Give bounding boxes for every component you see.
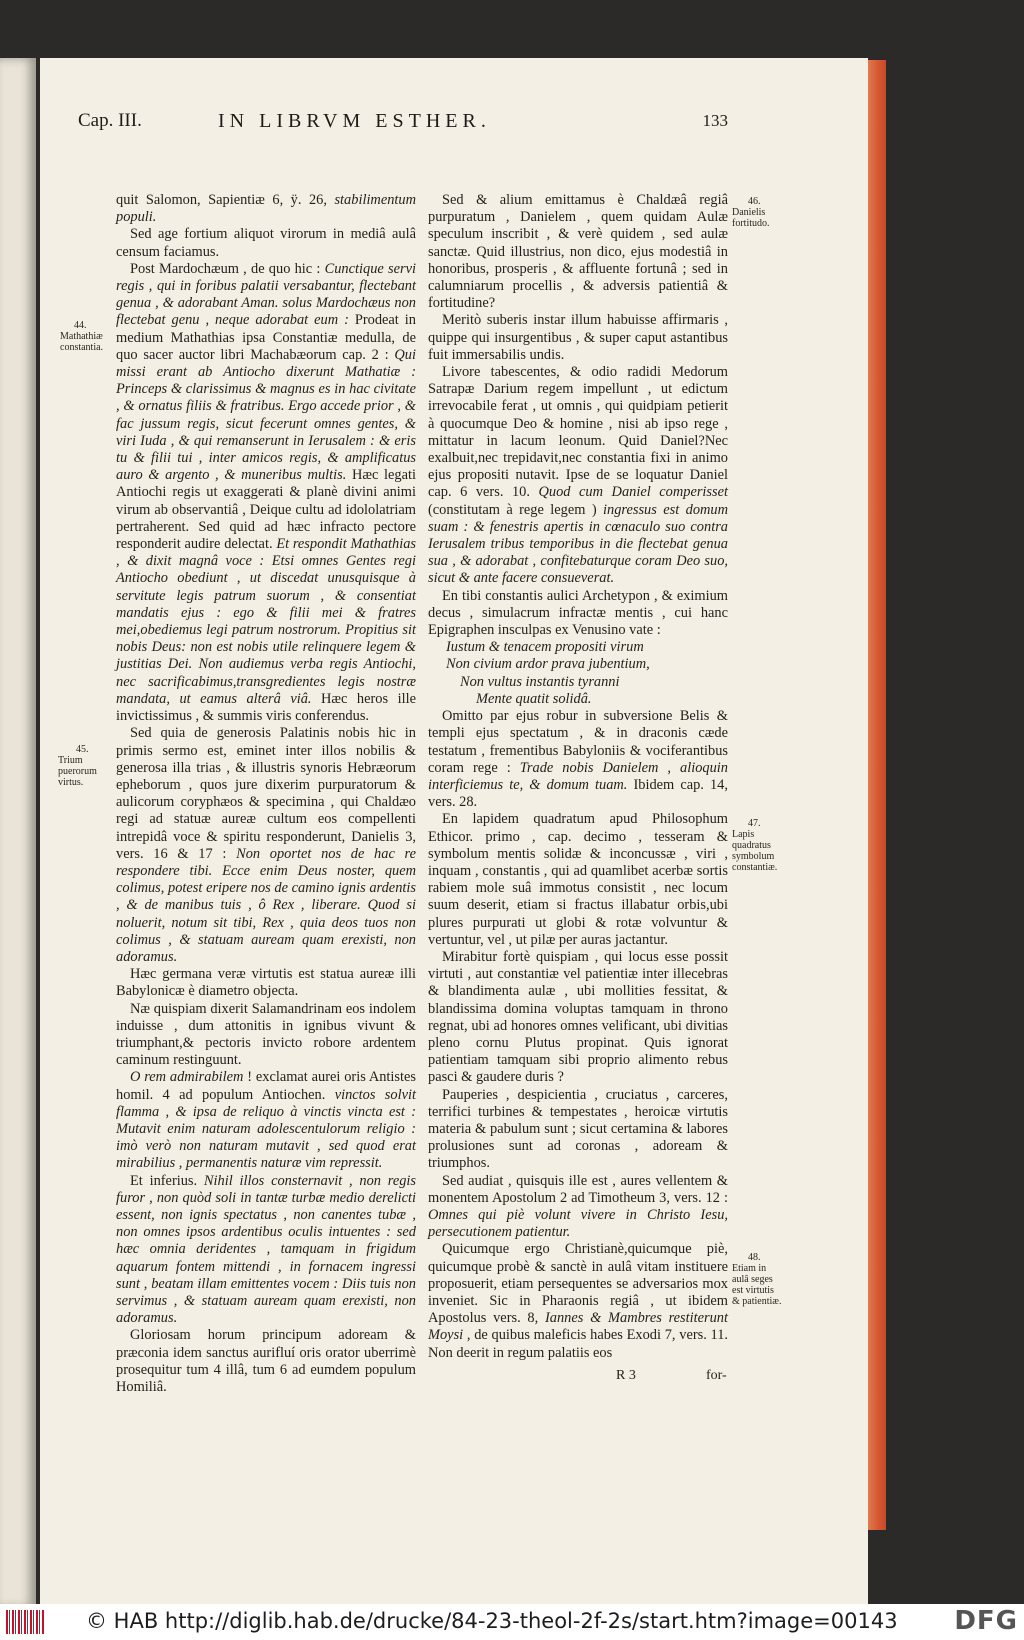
side-note-number: 46. (748, 196, 761, 207)
right-column-text-top (428, 192, 728, 639)
side-note-44 (60, 320, 114, 353)
paragraph: Meritò suberis instar illum habuisse affirmaris , quippe qui insurgentibus , & super caput astantibus fuit immersabilis undis. (428, 312, 728, 363)
side-note-text: Mathathiæ constantia. (60, 331, 104, 353)
running-title: IN LIBRVM ESTHER. (218, 110, 491, 132)
paragraph: En lapidem quadratum apud Philosophum Ethicor. primo , cap. decimo , tesseram & symbolum mentis solidæ & inconcussæ , viri , inquam , constantis , qui ad quamlibet acerbæ sortis rabiem mole suâ immotus consistit , nec locum suum deserit, etiam si fractus illabatur orbis,ubi plures purpurati ut globi & rotæ volvuntur & vertuntur, vel , ut pilæ per auras jactantur. (428, 811, 728, 948)
side-note-text: Danielis fortitudo. (732, 207, 770, 229)
paragraph: Næ quispiam dixerit Salamandrinam eos indolem induisse , dum attonitis in ignibus vivunt & triumphant,& pectoris invicto robore ardentem caminum restinguunt. (116, 1000, 416, 1069)
side-note-number: 45. (76, 744, 89, 755)
paragraph: Livore tabescentes, & odio radidi Medorum Satrapæ Darium regem impellunt , ut edictum irrevocabile ferat , ut omnis , qui quidpiam petierit à quocumque Deo & homine , nisi ab ipso rege , mittatur in lacum leonum. Quid Daniel?Nec exalbuit,nec trepidavit,nec constantia fixi in animo ejus propositi nutavit. Ipse de se loquatur Daniel cap. 6 vers. 10. Quod cum Daniel comperisset (constitutam à rege legem ) ingressus est domum suam : & fenestris apertis in cœnaculo suo contra Ierusalem tribus temporibus in die flectebat genua sua , & adorabat , confitebaturque coram Deo suo, sicut & ante facere consueverat. (428, 364, 729, 587)
verse-line: Non civium ardor prava jubentium, (446, 656, 650, 673)
page-number: 133 (702, 111, 728, 130)
verse-line: Mente quatit solidâ. (476, 690, 592, 707)
paragraph: Sed quia de generosis Palatinis nobis hic in primis sermo est, eminet inter illos nobilis & generosa illa trias , & illustris synoris Hebræorum epheborum , quos jure dixerim purpuratorum & aulicorum coryphæos & specimina , qui Chaldæo regi ad statuæ aureæ cultum eos compellenti intrepidâ voce & spiritu responderunt, Danielis 3, vers. 16 & 17 : Non oportet nos de hac re respondere tibi. Ecce enim Deus noster, quem colimus, potest eripere nos de camino ignis ardentis , & de manibus tuis , ô Rex , liberare. Quod si noluerit, notum sit tibi, Rex , quia deos tuos non colimus , & statuam auream quam erexisti, non adoramus. (116, 725, 416, 965)
right-column-text-bottom (428, 708, 728, 1362)
viewer-footer (0, 1604, 1024, 1640)
side-note-46 (732, 196, 782, 229)
paragraph: En tibi constantis aulici Archetypon , & eximium decus , simulacrum infractæ mentis , cui hanc Epigraphen insculpas ex Venusino vate : (428, 587, 728, 639)
catchword: for- (706, 1368, 727, 1383)
paragraph: Sed & alium emittamus è Chaldæâ regiâ purpuratum , Danielem , quem quidam Aulæ speculum inscribit , & verè quidem , sed aulæ sanctæ. Quid illustrius, non dico, ejus modestiâ in honoribus, prosperis , & affluente fortunâ ; sed in calumniarum procellis , & adversis patientiâ & fortitudine? (428, 192, 728, 312)
verse-line: Iustum & tenacem propositi virum (446, 639, 644, 656)
hab-logo-icon (6, 1610, 44, 1634)
paragraph: Post Mardochæum , de quo hic : Cunctique servi regis , qui in foribus palatii versabantur, flectebant genua , & adorabant Aman. solus Mardochæus non flectebat genu , neque adorabat eum : Prodeat in medium Mathathias ipsa Constantiæ medulla, de quo sacer auctor libri Machabæorum cap. 2 : Qui missi erant ab Antiocho dixerunt Mathatiæ : Princeps & clarissimus & magnus es in hac civitate , & ornatus filiis & fratribus. Ergo accede prior , & fac jussum regis, sicut fecerunt omnes gentes, & viri Iuda , & qui remanserunt in Ierusalem : & eris tu & filii tui , inter amicos regis, & amplificatus auro & argento , & muneribus multis. Hæc legati Antiochi regis ut exaggerati & planè divini animi virum ab observantiâ , Deique cultu ad idololatriam pertraherent. Sed quid ad hæc infracto pectore responderit audire delectat. Et respondit Mathathias , & dixit magnâ voce : Etsi omnes Gentes regi Antiocho obediunt , ut discedat unusquisque à servitute legis patrum suorum , & consentiat mandatis ejus : ego & filii mei & fratres mei,obediemus legi patrum nostrorum. Propitius sit nobis Deus: non est nobis utile relinquere legem & justitias Dei. Non audiemus verba regis Antiochi, nec sacrificabimus,transgredientes legis nostræ mandata, ut eamus alterâ viâ. Hæc heros ille invictissimus , & summis viris conferendus. (116, 260, 417, 725)
paragraph: quit Salomon, Sapientiæ 6, ÿ. 26, stabilimentum populi. (116, 192, 416, 226)
paragraph: Pauperies , despicientia , cruciatus , carceres, terrifici turbines & tempestates , heroicæ virtutis materia & pabulum sunt ; sicut certamina & labores prolusiones sunt ad coronas , adoream & triumphos. (428, 1086, 728, 1172)
paragraph: Et inferius. Nihil illos consternavit , non regis furor , non quòd soli in tantæ turbæ medio derelicti essent, non ignis spectatus , non canentes tubæ , non omnes ipsos ardentibus oculis intuentes : sed hæc omnia deridentes , tamquam in frigidum aquarum fontem mittendi , in fornacem ingressi sunt , beatam illam emittentes vocem : Diis tuis non servimus , & statuam auream quam erexisti, non adoramus. (116, 1172, 416, 1327)
side-note-text: Trium puerorum virtus. (58, 755, 97, 788)
facing-page-edge (0, 58, 36, 1608)
side-note-48 (732, 1252, 784, 1307)
paragraph: Sed age fortium aliquot virorum in mediâ aulâ censum faciamus. (116, 226, 416, 260)
source-url-text[interactable]: © HAB http://diglib.hab.de/drucke/84-23-theol-2f-2s/start.htm?image=00143 (86, 1609, 898, 1633)
left-column (116, 192, 416, 1396)
running-header (78, 110, 728, 136)
paragraph: Hæc germana veræ virtutis est statua aureæ illi Babylonicæ è diametro objecta. (116, 966, 416, 1000)
signature-mark: R 3 (616, 1368, 636, 1383)
side-note-text: Etiam in aulâ seges est virtutis & patientiæ. (732, 1263, 782, 1307)
side-note-47 (732, 818, 784, 873)
side-note-number: 44. (74, 320, 87, 331)
paragraph: Omitto par ejus robur in subversione Belis & templi ejus spectatum , & in draconis cæde testatum , frementibus Babyloniis & vociferantibus coram rege : Trade nobis Danielem , alioquin interficiemus te, & domum tuam. Ibidem cap. 14, vers. 28. (428, 708, 728, 811)
paragraph: O rem admirabilem ! exclamat aurei oris Antistes homil. 4 ad populum Antiochen. vinctos solvit flamma , & ipsa de reliquo à vinctis vincta est : Mutavit enim naturam adolescentulorum religio : imò verò non naturam mutavit , sed quod erat mirabilius , permanentis naturæ vim repressit. (116, 1069, 417, 1172)
paragraph: Gloriosam horum principum adoream & præconia idem sanctus aurifluí oris orator uberrimè prosequitur tum 4 illâ, tum 6 ad eumdem populum Homiliâ. (116, 1327, 416, 1396)
paragraph: Quicumque ergo Christianè,quicumque piè, quicumque probè & sanctè in aulâ vitam instituere proposuerit, etiam persequentes se adversarios mox inveniet. Sic in Pharaonis regiâ , ut ibidem Apostolus vers. 8, Iannes & Mambres restiterunt Moysi , de quibus maleficis habes Exodi 7, vers. 11. Non deerit in regum palatiis eos (428, 1241, 728, 1361)
right-column (428, 192, 728, 1362)
paragraph: Mirabitur fortè quispiam , qui locus esse possit virtuti , aut constantiæ vel patientiæ inter illecebras & blandimenta aulæ , ubi mollities fessitat, & blandissima domina voluptas tamquam in throno regnat, ubi ad honores omnes velificant, ubi divitias pleno cornu Plutus propinat. Quis ignorat patientiam tamquam sibi proprio alimento rebus pasci & gaudere duris ? (428, 948, 728, 1086)
side-note-number: 48. (748, 1252, 761, 1263)
page-edge-red (868, 60, 886, 1530)
side-note-number: 47. (748, 818, 761, 829)
paragraph: Sed audiat , quisquis ille est , aures vellentem & monentem Apostolum 2 ad Timotheum 3, vers. 12 : Omnes qui piè volunt vivere in Christo Iesu, persecutionem patientur. (428, 1172, 728, 1241)
chapter-heading: Cap. III. (78, 110, 142, 131)
horace-verse (428, 639, 728, 708)
side-note-45 (58, 744, 108, 788)
dfg-logo: DFG (954, 1606, 1018, 1636)
side-note-text: Lapis quadratus symbolum constantiæ. (732, 829, 778, 873)
verse-line: Non vultus instantis tyranni (460, 673, 620, 690)
